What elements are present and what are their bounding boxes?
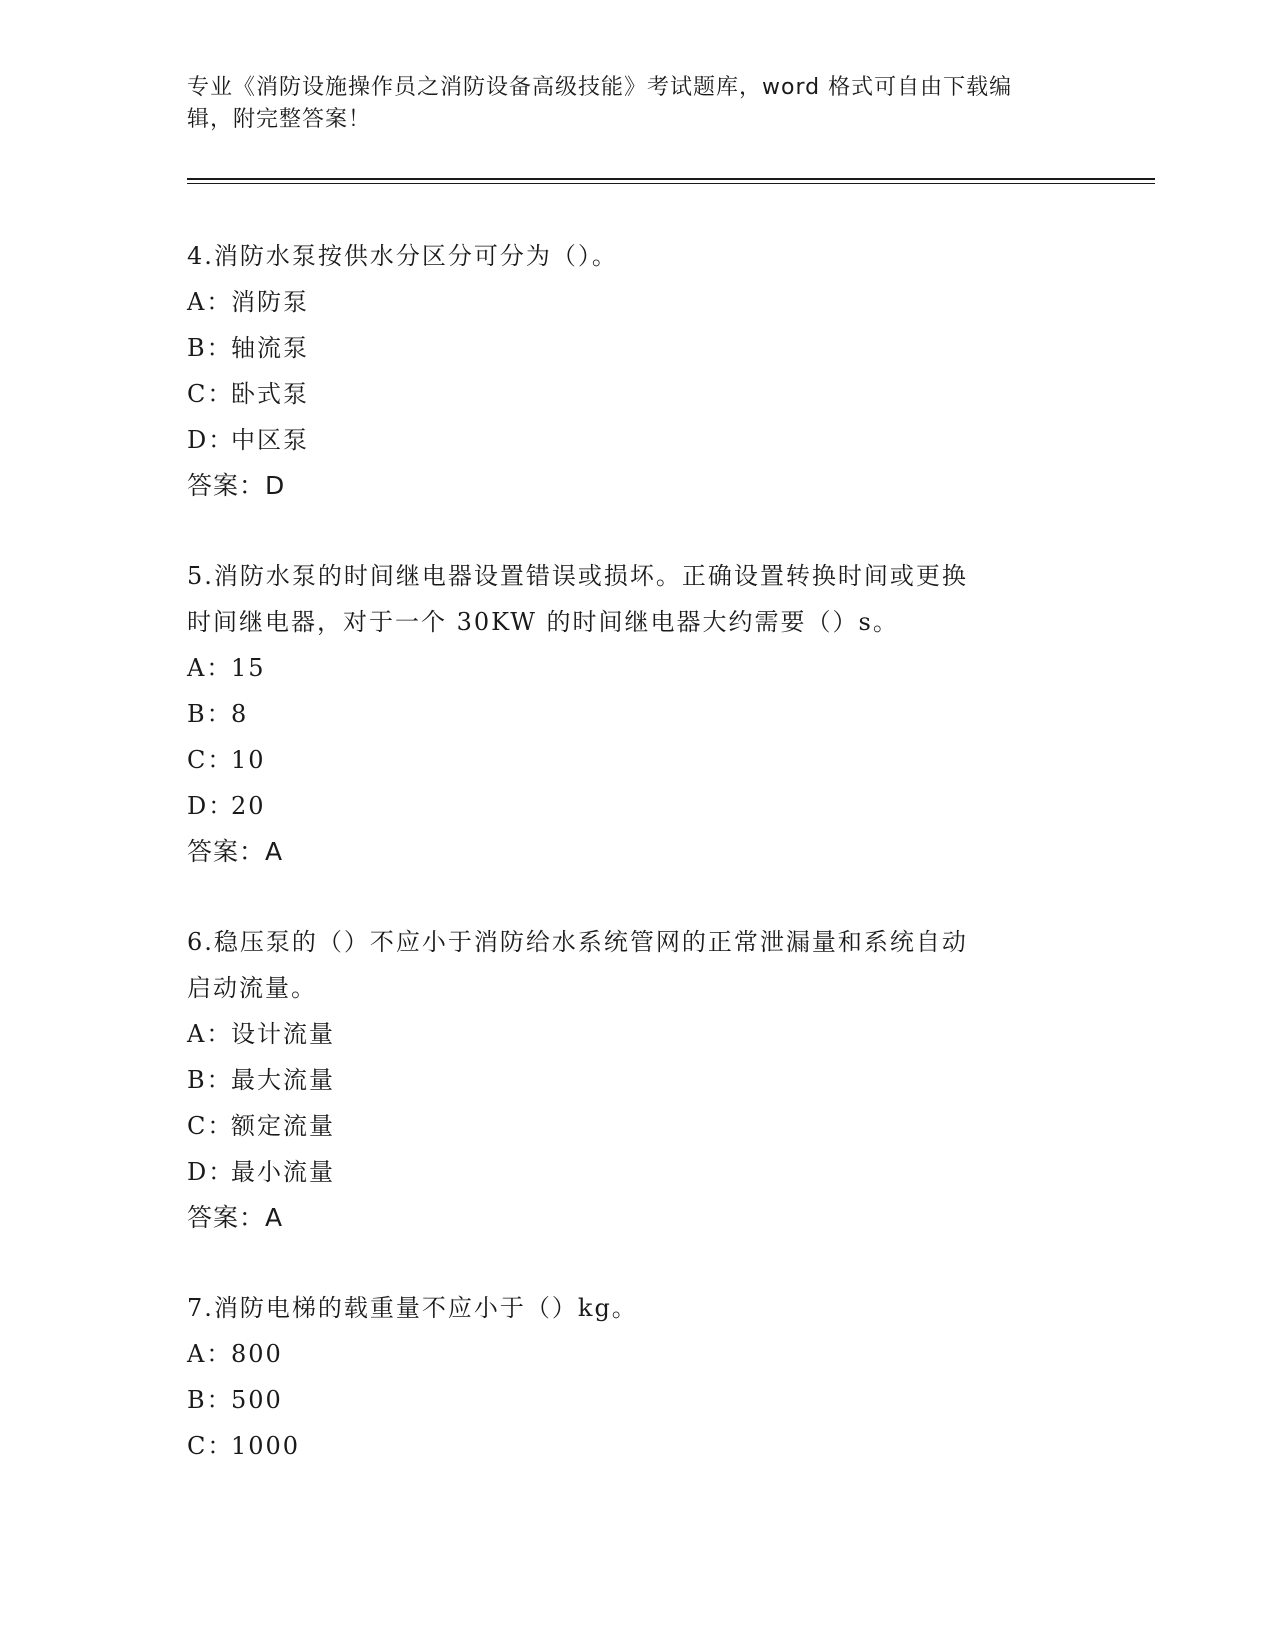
option-text: 500 [231, 1386, 283, 1414]
question-stem: 4.消防水泵按供水分区分可分为（）。 [187, 242, 618, 270]
header-divider [187, 178, 1155, 180]
option-d [187, 1149, 1087, 1195]
option-b [187, 1377, 1087, 1423]
option-b [187, 691, 1087, 737]
option-label: C： [187, 1112, 234, 1140]
option-label: A： [187, 654, 233, 682]
option-c [187, 737, 1087, 783]
option-label: B： [187, 700, 233, 728]
header-line-1: 专业《消防设施操作员之消防设备高级技能》考试题库，word 格式可自由下载编 [187, 75, 1013, 100]
option-label: A： [187, 1020, 233, 1048]
option-text: 额定流量 [231, 1112, 335, 1140]
option-b [187, 1057, 1087, 1103]
question-5 [187, 553, 1087, 875]
option-label: B： [187, 334, 233, 362]
option-b [187, 325, 1087, 371]
option-text: 1000 [231, 1432, 301, 1460]
option-label: B： [187, 1386, 233, 1414]
option-label: C： [187, 746, 234, 774]
option-text: 最小流量 [231, 1158, 335, 1186]
option-label: B： [187, 1066, 233, 1094]
option-label: A： [187, 1340, 233, 1368]
answer-key: 答案：D [187, 471, 286, 500]
option-text: 800 [231, 1340, 283, 1368]
option-label: A： [187, 288, 233, 316]
option-text: 中区泵 [231, 426, 309, 454]
question-7 [187, 1285, 1087, 1469]
header-line-2: 辑，附完整答案！ [187, 107, 372, 132]
option-text: 10 [231, 746, 266, 774]
option-d [187, 783, 1087, 829]
option-text: 卧式泵 [231, 380, 309, 408]
option-a [187, 645, 1087, 691]
option-label: D： [187, 1158, 235, 1186]
answer-key: 答案：A [187, 1203, 284, 1232]
option-text: 消防泵 [231, 288, 309, 316]
option-text: 20 [231, 792, 266, 820]
option-a [187, 1011, 1087, 1057]
option-d [187, 417, 1087, 463]
question-list [187, 233, 1087, 1513]
question-stem-line-1: 5.消防水泵的时间继电器设置错误或损坏。正确设置转换时间或更换 [187, 562, 968, 590]
question-stem-line-2: 启动流量。 [187, 974, 317, 1002]
question-stem-line-2: 时间继电器，对于一个 30KW 的时间继电器大约需要（）s。 [187, 608, 899, 636]
option-a [187, 1331, 1087, 1377]
question-stem: 7.消防电梯的载重量不应小于（）kg。 [187, 1294, 638, 1322]
option-label: D： [187, 792, 235, 820]
question-6 [187, 919, 1087, 1241]
option-text: 设计流量 [231, 1020, 335, 1048]
option-label: C： [187, 1432, 234, 1460]
document-header [187, 72, 1087, 136]
option-c [187, 371, 1087, 417]
option-text: 最大流量 [231, 1066, 335, 1094]
option-text: 15 [231, 654, 266, 682]
question-4 [187, 233, 1087, 509]
option-a [187, 279, 1087, 325]
option-label: D： [187, 426, 235, 454]
option-text: 8 [231, 700, 249, 728]
option-label: C： [187, 380, 234, 408]
answer-key: 答案：A [187, 837, 284, 866]
header-divider-secondary [187, 183, 1155, 184]
option-text: 轴流泵 [231, 334, 309, 362]
option-c [187, 1423, 1087, 1469]
question-stem-line-1: 6.稳压泵的（）不应小于消防给水系统管网的正常泄漏量和系统自动 [187, 928, 968, 956]
option-c [187, 1103, 1087, 1149]
